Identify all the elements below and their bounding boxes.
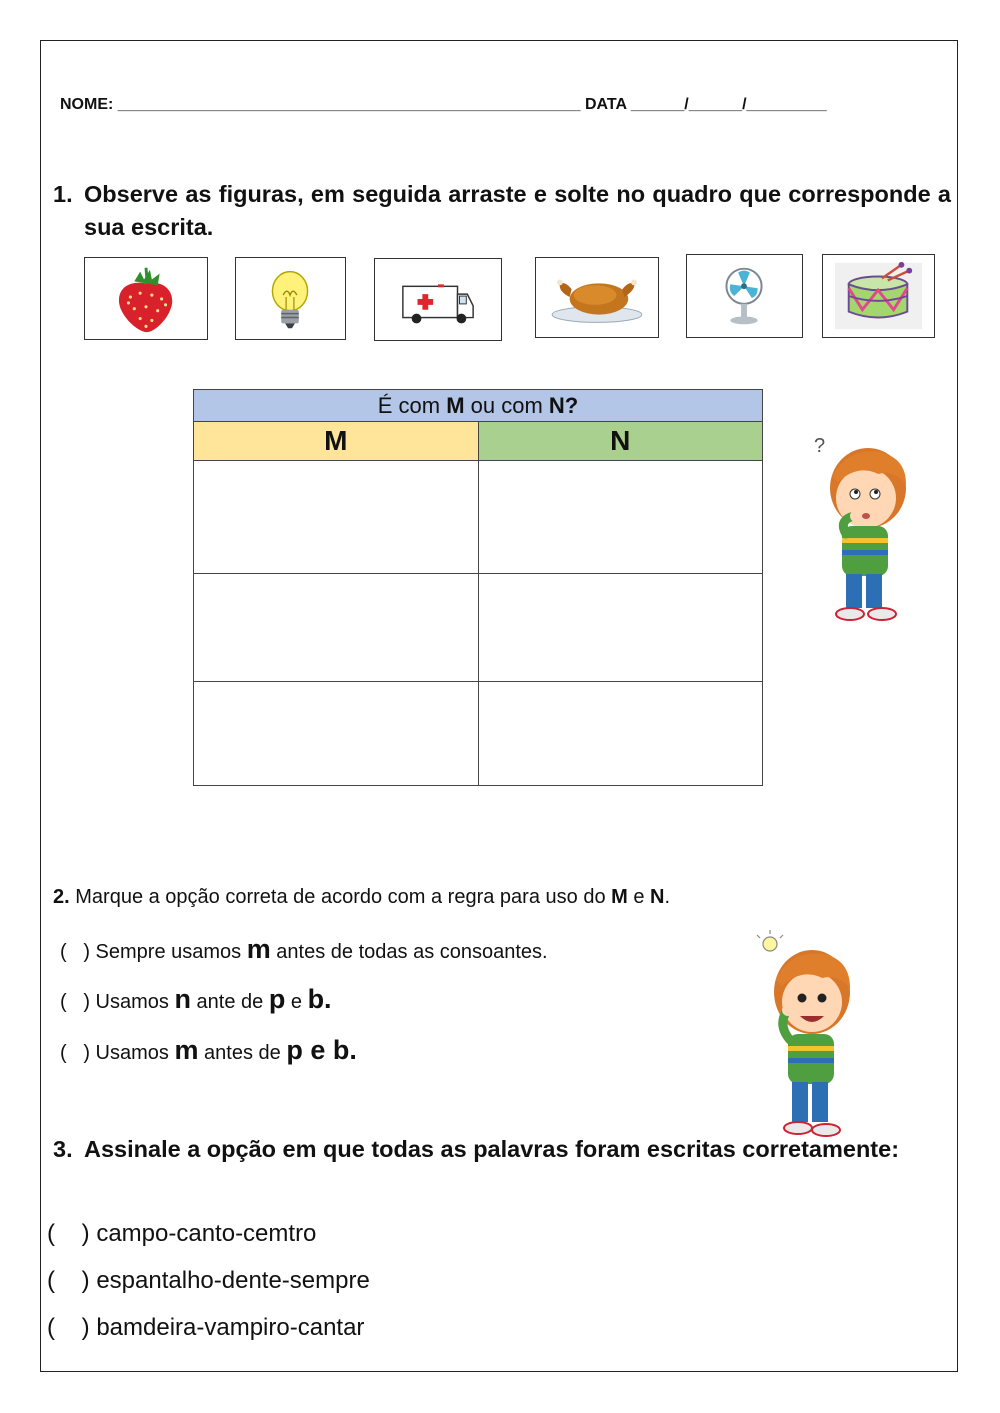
nome-field[interactable]: ____________________________________________________ xyxy=(117,96,581,113)
roast-chicken-icon xyxy=(536,258,658,337)
q3-option-2[interactable]: ( ) espantalho-dente-sempre xyxy=(47,1267,370,1294)
checkbox-paren[interactable]: ( ) xyxy=(47,1220,90,1247)
thinking-boy-illustration xyxy=(808,430,918,626)
question-3-text: Assinale a opção em que todas as palavras foram escritas corretamente: xyxy=(84,1136,900,1162)
drop-zone-n-3[interactable] xyxy=(478,682,763,786)
checkbox-paren[interactable]: ( ) xyxy=(60,1042,90,1064)
ambulance-icon xyxy=(375,259,501,340)
strawberry-card[interactable] xyxy=(84,257,208,340)
light-bulb-card[interactable] xyxy=(235,257,346,340)
nome-label: NOME: xyxy=(60,96,114,113)
q3-option-3[interactable]: ( ) bamdeira-vampiro-cantar xyxy=(47,1314,365,1341)
column-header-n: N xyxy=(478,422,763,461)
strawberry-icon xyxy=(85,258,207,339)
column-header-m: M xyxy=(194,422,479,461)
fan-card[interactable] xyxy=(686,254,803,338)
m-n-table xyxy=(193,389,763,786)
drop-zone-m-3[interactable] xyxy=(194,682,479,786)
question-1-number: 1. xyxy=(53,181,73,207)
q2-option-3[interactable]: ( ) Usamos m antes de p e b. xyxy=(60,1035,357,1065)
question-1 xyxy=(53,178,951,244)
idea-boy-illustration xyxy=(750,930,860,1142)
drop-zone-m-2[interactable] xyxy=(194,574,479,682)
question-3 xyxy=(53,1133,951,1166)
checkbox-paren[interactable]: ( ) xyxy=(47,1267,90,1294)
checkbox-paren[interactable]: ( ) xyxy=(47,1314,90,1341)
question-1-text: Observe as figuras, em seguida arraste e solte no quadro que corresponde a sua escrita. xyxy=(84,181,951,240)
ambulance-card[interactable] xyxy=(374,258,502,341)
q3-option-1[interactable]: ( ) campo-canto-cemtro xyxy=(47,1220,317,1247)
drop-zone-n-2[interactable] xyxy=(478,574,763,682)
light-bulb-icon xyxy=(236,258,345,339)
drum-card[interactable] xyxy=(822,254,935,338)
roast-chicken-card[interactable] xyxy=(535,257,659,338)
question-3-number: 3. xyxy=(53,1136,73,1162)
fan-icon xyxy=(687,255,802,337)
checkbox-paren[interactable]: ( ) xyxy=(60,991,90,1013)
question-2-number: 2. xyxy=(53,886,70,908)
table-title: É com M ou com N? xyxy=(194,390,763,422)
q2-option-2[interactable]: ( ) Usamos n ante de p e b. xyxy=(60,984,332,1014)
drum-icon xyxy=(823,255,934,337)
q2-option-1[interactable]: ( ) Sempre usamos m antes de todas as consoantes. xyxy=(60,934,548,964)
drop-zone-m-1[interactable] xyxy=(194,461,479,574)
checkbox-paren[interactable]: ( ) xyxy=(60,941,90,963)
header xyxy=(60,96,827,114)
question-2-text: Marque a opção correta de acordo com a regra para uso do xyxy=(75,886,612,908)
drop-zone-n-1[interactable] xyxy=(478,461,763,574)
question-2: 2. Marque a opção correta de acordo com a regra para uso do M e N. xyxy=(53,886,671,908)
data-label: DATA xyxy=(584,96,627,113)
svg-text:?: ? xyxy=(814,435,826,457)
data-field[interactable]: ______/______/_________ xyxy=(630,96,827,113)
